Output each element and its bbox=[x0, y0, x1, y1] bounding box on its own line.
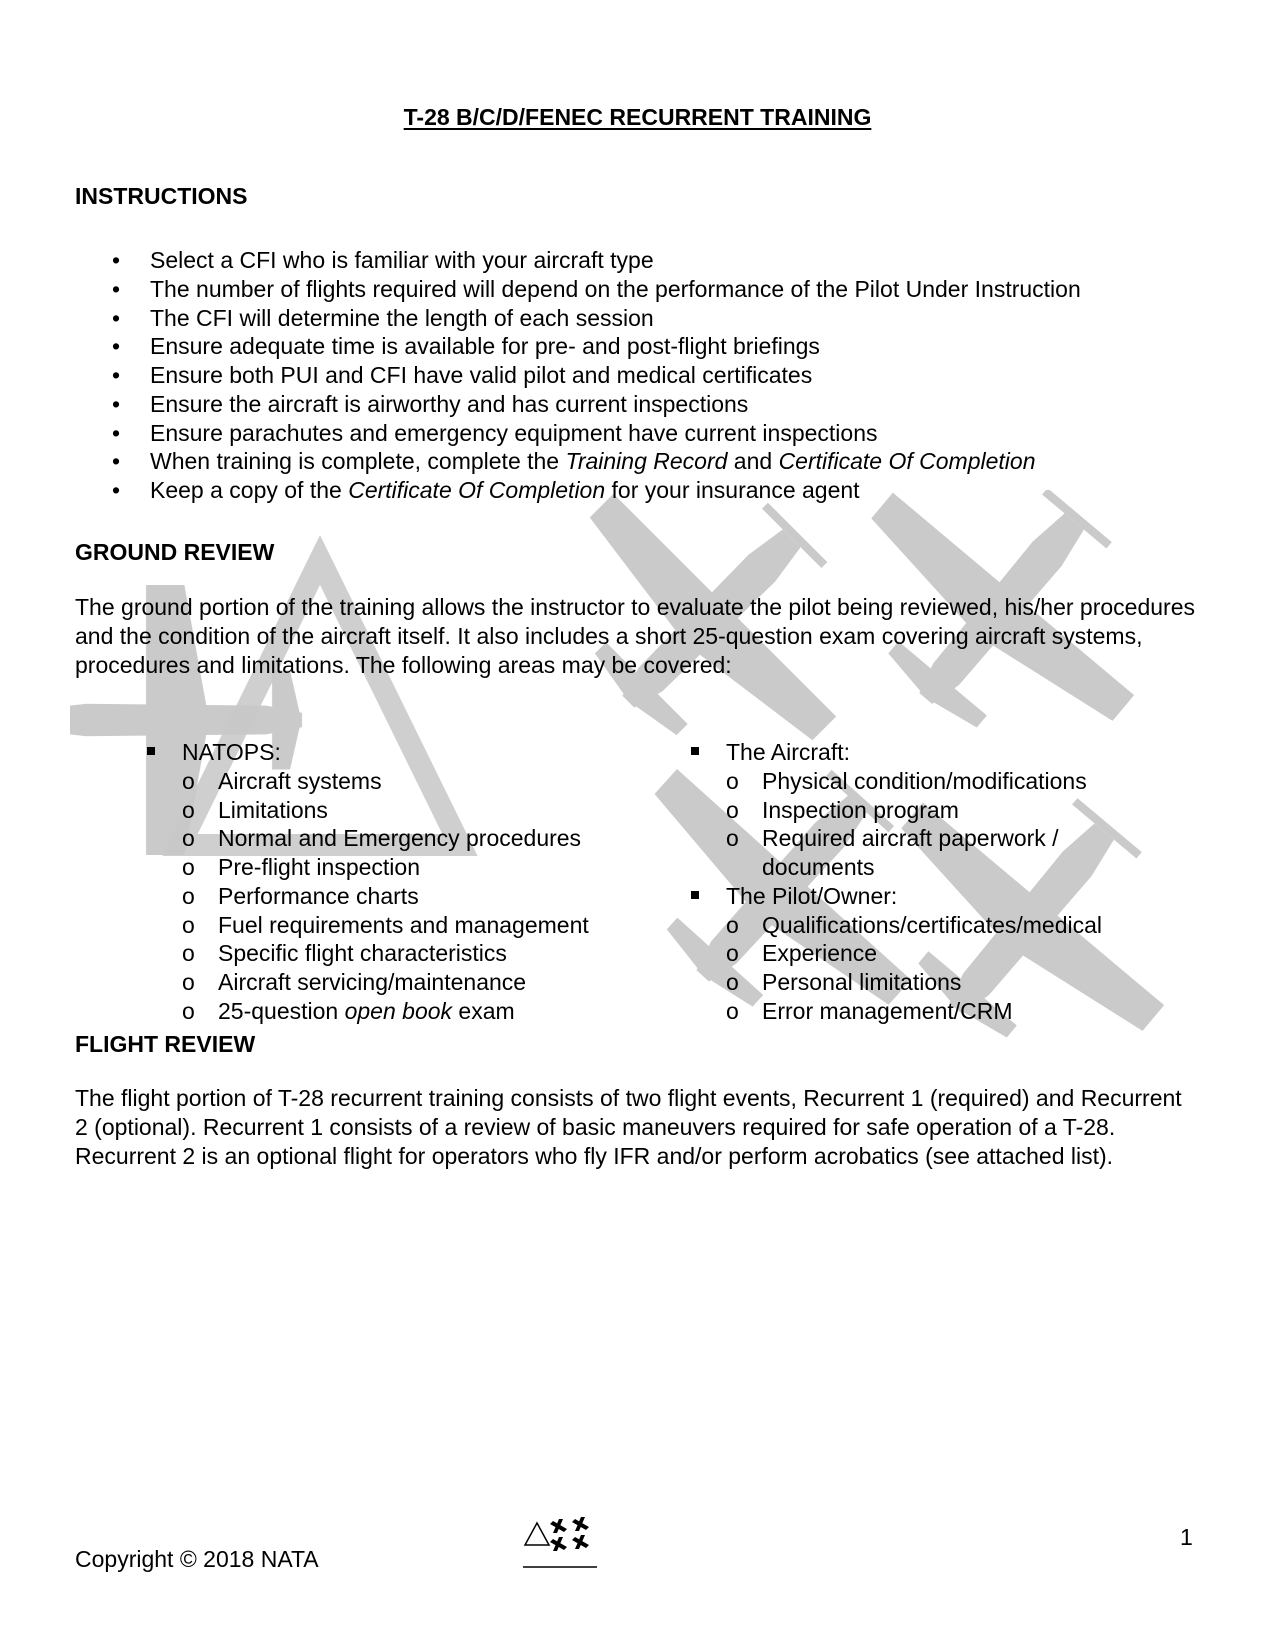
text-segment: Aircraft systems bbox=[218, 767, 382, 794]
text-segment: exam bbox=[452, 997, 515, 1024]
text-segment: The number of flights required will depend on the performance of the Pilot Under Instruction bbox=[150, 275, 1081, 302]
text-segment: Required aircraft paperwork / documents bbox=[762, 825, 1059, 880]
review-subitem bbox=[691, 767, 1171, 796]
text-segment: Specific flight characteristics bbox=[218, 940, 507, 967]
text-segment: Limitations bbox=[218, 796, 328, 823]
instruction-item bbox=[75, 476, 1081, 505]
review-group bbox=[147, 738, 589, 1026]
instruction-item bbox=[75, 304, 1081, 333]
text-segment: Physical condition/modifications bbox=[762, 767, 1087, 794]
instruction-item bbox=[75, 390, 1081, 419]
square-bullet-icon bbox=[691, 747, 699, 755]
page-number: 1 bbox=[1180, 1524, 1193, 1550]
text-segment: 25-question bbox=[218, 997, 345, 1024]
text-segment: Qualifications/certificates/medical bbox=[762, 911, 1103, 938]
review-sublist bbox=[147, 767, 589, 1026]
text-segment: Personal limitations bbox=[762, 969, 962, 995]
text-segment: Ensure both PUI and CFI have valid pilot and medical certificates bbox=[150, 362, 813, 388]
text-segment: Error management/CRM bbox=[762, 997, 1013, 1024]
review-subitem bbox=[147, 968, 589, 997]
review-subitem bbox=[147, 767, 589, 796]
text-segment: Performance charts bbox=[218, 882, 419, 909]
review-subitem bbox=[691, 824, 1171, 882]
review-group-label: The Pilot/Owner: bbox=[726, 882, 898, 909]
text-segment: Ensure the aircraft is airworthy and has current inspections bbox=[150, 390, 749, 417]
text-segment: Ensure parachutes and emergency equipment have current inspections bbox=[150, 419, 878, 446]
ground-review-heading: GROUND REVIEW bbox=[75, 539, 275, 565]
instruction-item bbox=[75, 275, 1081, 304]
ground-review-left-column bbox=[147, 738, 589, 1026]
review-subitem bbox=[147, 911, 589, 940]
review-subitem bbox=[147, 853, 589, 882]
review-subitem bbox=[691, 796, 1171, 825]
instruction-item bbox=[75, 447, 1081, 476]
copyright-text: Copyright © 2018 NATA bbox=[75, 1546, 319, 1572]
text-segment: and bbox=[727, 448, 779, 475]
instruction-item bbox=[75, 332, 1081, 361]
ground-review-right-column bbox=[691, 738, 1171, 1026]
review-sublist bbox=[691, 911, 1171, 1026]
text-segment: Pre-flight inspection bbox=[218, 854, 420, 880]
review-subitem bbox=[691, 997, 1171, 1026]
square-bullet-icon bbox=[147, 747, 155, 755]
text-segment: The CFI will determine the length of each session bbox=[150, 304, 654, 331]
review-subitem bbox=[691, 939, 1171, 968]
review-subitem bbox=[147, 939, 589, 968]
italic-text: Training Record bbox=[565, 448, 728, 475]
text-segment: for your insurance agent bbox=[605, 477, 860, 503]
italic-text: open book bbox=[344, 997, 453, 1024]
review-sublist bbox=[691, 767, 1171, 882]
review-subitem bbox=[147, 997, 589, 1026]
square-bullet-icon bbox=[691, 891, 699, 899]
review-group-label: The Aircraft: bbox=[726, 739, 850, 765]
text-segment: Ensure adequate time is available for pre- and post-flight briefings bbox=[150, 333, 820, 360]
nata-logo-icon bbox=[523, 1515, 599, 1571]
flight-review-heading: FLIGHT REVIEW bbox=[75, 1031, 256, 1057]
text-segment: When training is complete, complete the bbox=[150, 448, 566, 475]
instruction-item bbox=[75, 246, 1081, 275]
review-subitem bbox=[147, 824, 589, 853]
page-title: T-28 B/C/D/FENEC RECURRENT TRAINING bbox=[403, 104, 872, 130]
italic-text: Certificate Of Completion bbox=[348, 477, 606, 503]
review-group bbox=[691, 738, 1171, 882]
instruction-item bbox=[75, 361, 1081, 390]
ground-review-paragraph: The ground portion of the training allows the instructor to evaluate the pilot being reviewed, his/her procedures and the condition of the aircraft itself. It also includes a short 25-question exam covering aircraft systems, procedures and limitations. The following areas may be covered: bbox=[75, 594, 1195, 678]
text-segment: Keep a copy of the bbox=[150, 477, 349, 503]
flight-review-paragraph: The flight portion of T-28 recurrent training consists of two flight events, Recurrent 1 (required) and Recurrent 2 (optional). Recurrent 1 consists of a review of basic maneuvers required for safe operation of a T-28. Recurrent 2 is an optional flight for operators who fly IFR and/or perform acrobatics (see attached list). bbox=[75, 1085, 1182, 1169]
instructions-list bbox=[75, 246, 1081, 505]
instruction-item bbox=[75, 419, 1081, 448]
text-segment: Normal and Emergency procedures bbox=[218, 825, 582, 852]
review-subitem bbox=[147, 882, 589, 911]
italic-text: Certificate Of Completion bbox=[778, 448, 1036, 475]
text-segment: Aircraft servicing/maintenance bbox=[218, 969, 527, 995]
review-group-label: NATOPS: bbox=[182, 739, 281, 765]
text-segment: Inspection program bbox=[762, 796, 959, 823]
instructions-heading: INSTRUCTIONS bbox=[75, 183, 248, 209]
text-segment: Experience bbox=[762, 940, 878, 967]
review-group bbox=[691, 882, 1171, 1026]
review-subitem bbox=[691, 968, 1171, 997]
review-subitem bbox=[147, 796, 589, 825]
text-segment: Fuel requirements and management bbox=[218, 911, 589, 938]
text-segment: Select a CFI who is familiar with your aircraft type bbox=[150, 247, 654, 273]
review-subitem bbox=[691, 911, 1171, 940]
